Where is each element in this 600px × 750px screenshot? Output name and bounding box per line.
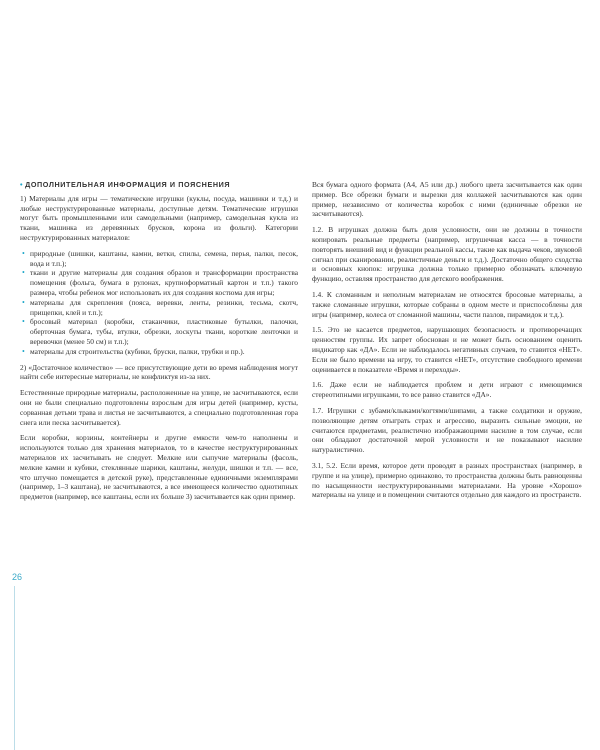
sufficient-quantity-paragraph: 2) «Достаточное количество» — все присутствующие дети во время наблюдения могут найти себе интересные материалы, не конфликтуя из-за них.: [20, 362, 298, 382]
heading-bullet-icon: •: [20, 180, 24, 189]
list-item: • ткани и другие материалы для создания образов и трансформации пространства помещения (фольга, бумага в рулонах, крупноформатный картон и т.п.) такого размера, чтобы ребенок мог использовать их для создания костюма для игры;: [22, 268, 298, 297]
note-3-1-5-2: 3.1, 5.2. Если время, которое дети проводят в разных пространствах (например, в группе и на улице), примерно одинаково, то пространства должны быть равноценны по насыщенности неструктурированными материалами. На уровне «Хорошо» материалы на улице и в помещении считаются отдельно для каждого из пространств.: [312, 460, 582, 500]
materials-intro: 1) Материалы для игры — тематические игрушки (куклы, посуда, машинки и т.д.) и любые неструктурированные материалы, доступные детям. Тематические игрушки могут быть промышленными или самодельными (например, самодельная кукла из ткани, машинка из деревянных брусков, корона из фольги). Категории неструктурированных материалов:: [20, 193, 298, 242]
natural-materials-paragraph: Естественные природные материалы, расположенные на улице, не засчитываются, если они не были специально подготовлены взрослым для игры детей (например, кусты, сорванная детьми трава и листья не засчитываются, а специально подготовленная гора снега или песка засчитывается).: [20, 388, 298, 427]
note-1-5: 1.5. Это не касается предметов, нарушающих безопасность и противоречащих ценностям группы. Их запрет обоснован и не может быть основанием оценить индикатор как «ДА». Если не наблюдалось негативных случаев, то ставится «НЕТ». Если не было времени на игру, то ставится «НЕТ», отсутствие свободного времени оценивается в показателе «Время и переходы».: [312, 325, 582, 374]
list-item: • материалы для скрепления (пояса, веревки, ленты, резинки, тесьма, скотч, прищепки, клей и т.п.);: [22, 297, 298, 317]
section-heading: [20, 180, 298, 190]
list-item: • природные (шишки, каштаны, камни, ветки, спилы, семена, перья, палки, песок, вода и т.п.);: [22, 248, 298, 268]
bullet-icon: •: [22, 346, 25, 356]
right-column: [312, 180, 582, 506]
note-1-6: 1.6. Даже если не наблюдается проблем и дети играют с имеющимися стереотипными игрушками, то все равно ставится «ДА».: [312, 380, 582, 400]
paper-paragraph: Вся бумага одного формата (А4, А5 или др.) любого цвета засчитывается как один пример. Все обрезки бумаги и вырезки для коллажей засчитываются как один пример, независимо от количества коробок с ними (единичные обрезки не засчитываются).: [312, 180, 582, 219]
list-item: • бросовый материал (коробки, стаканчики, пластиковые бутылки, палочки, оберточная бумага, тубы, втулки, обрезки, лоскуты ткани, короткие ленточки и веревочки (менее 50 см) и т.п.);: [22, 317, 298, 346]
left-column: [20, 180, 298, 508]
bullet-icon: •: [22, 268, 25, 278]
bullet-icon: •: [22, 297, 25, 307]
materials-list: [20, 249, 298, 357]
bullet-icon: •: [22, 317, 25, 327]
bullet-icon: •: [22, 248, 25, 258]
margin-rule: [14, 586, 15, 750]
list-item: • материалы для строительства (кубики, бруски, палки, трубки и пр.).: [22, 346, 245, 356]
section-heading-text: ДОПОЛНИТЕЛЬНАЯ ИНФОРМАЦИЯ И ПОЯСНЕНИЯ: [25, 180, 231, 189]
containers-paragraph: Если коробки, корзины, контейнеры и другие емкости чем-то наполнены и используются только для хранения материалов, то в качестве неструктурированных материалов их засчитывать не следует. Мелкие или сыпучие материалы (фасоль, мелкие камни и кубики, стеклянные шарики, каштаны, желуди, шишки и т.п. — все, что штучно помещается в детской руке), представленные единичными экземплярами (например, 1–3 каштана), не засчитываются, а все имеющееся количество однотипных предметов (например, все каштаны, если их больше 3) засчитывается как один пример.: [20, 433, 298, 502]
note-1-4: 1.4. К сломанным и неполным материалам не относятся бросовые материалы, а также сломанные игрушки, которые собраны в одном месте и приспособлены для игры (например, колеса от сломанной машины, части пазлов, пирамидок и т.д.).: [312, 289, 582, 319]
page-number: 26: [12, 572, 23, 582]
note-1-7: 1.7. Игрушки с зубами/клыками/когтями/шипами, а также солдатики и оружие, позволяющие детям отыграть страх и агрессию, выразить сильные эмоции, не считаются предметами, реалистично изображающими насилие в том случае, если они обладают достаточной мерой условности и не показывают насилие натуралистично.: [312, 405, 582, 455]
note-1-2: 1.2. В игрушках должна быть доля условности, они не должны в точности копировать реальные предметы (например, игрушечная касса — в точности повторять внешний вид и функции реальной кассы, такие как выдача чеков, звуковой сигнал при сканировании, реалистичные деньги и т.д.). Достаточно общего сходства и основных кнопок: игрушка должна только примерно обозначать ключевую функцию, оставляя пространство для детского воображения.: [312, 225, 582, 284]
